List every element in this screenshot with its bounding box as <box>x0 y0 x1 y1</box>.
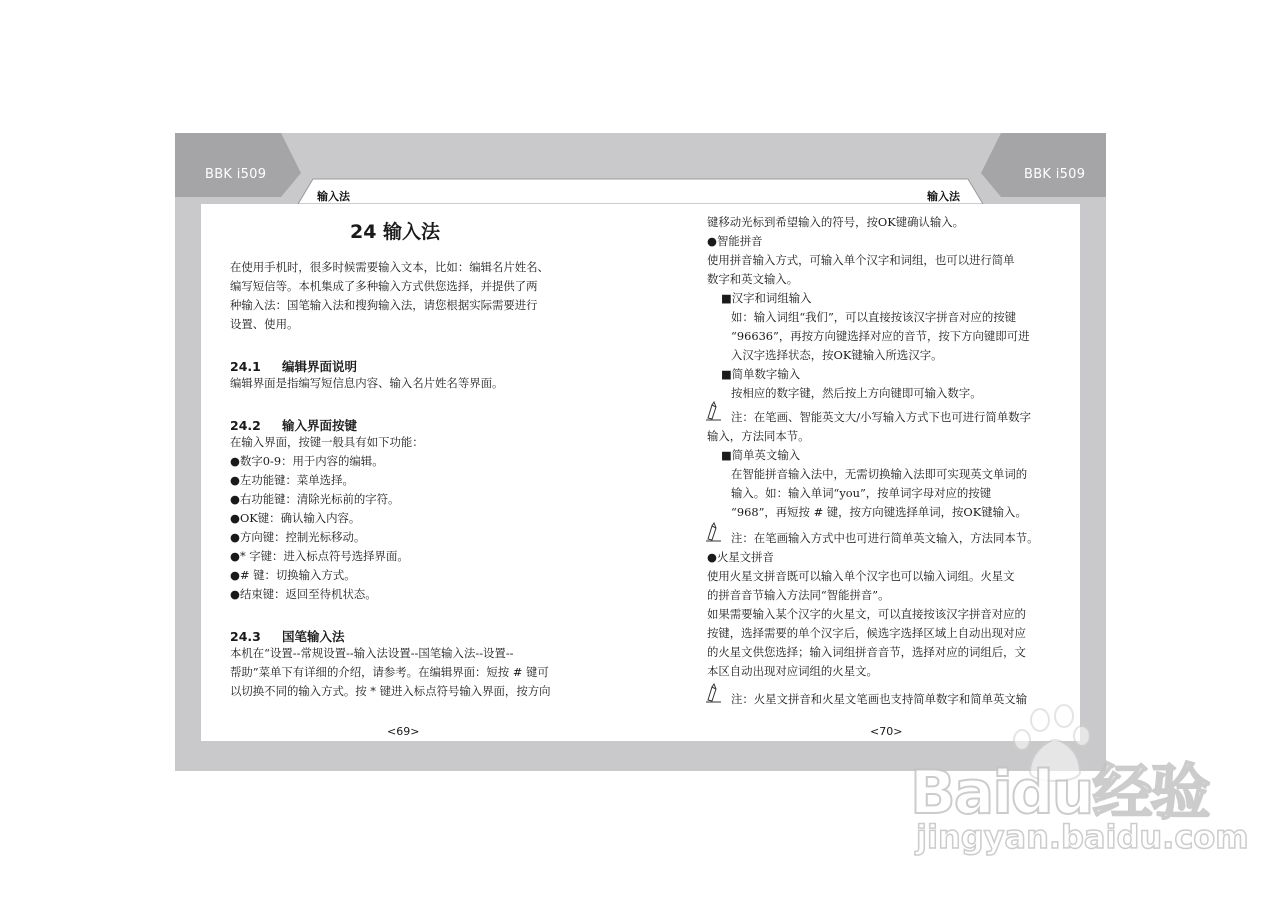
note-line: 注：在笔画输入方式中也可进行简单英文输入，方法同本节。 <box>731 531 1039 545</box>
bullet-heading: ●火星文拼音 <box>707 550 774 564</box>
section-heading-24-3 <box>230 627 345 645</box>
key-function-item: ●右功能键：清除光标前的字符。 <box>230 492 400 506</box>
body-line: 如：输入词组“我们”，可以直接按该汉字拼音对应的按键 <box>731 310 1017 324</box>
sub-heading: ■简单英文输入 <box>721 448 801 462</box>
section-body-line: 以切换不同的输入方式。按 * 键进入标点符号输入界面，按方向 <box>230 684 551 698</box>
key-function-item: ●方向键：控制光标移动。 <box>230 530 366 544</box>
intro-line: 编写短信等。本机集成了多种输入方式供您选择，并提供了两 <box>230 279 538 293</box>
body-line: 如果需要输入某个汉字的火星文，可以直接按该汉字拼音对应的 <box>707 607 1026 621</box>
section-tag-left: 输入法 <box>317 190 350 203</box>
body-line: 入汉字选择状态，按OK键输入所选汉字。 <box>731 348 943 362</box>
section-lead: 在输入界面，按键一般具有如下功能： <box>230 435 424 449</box>
section-heading-24-1 <box>230 357 357 375</box>
page-number-left: <69> <box>387 725 420 738</box>
sub-heading: ■汉字和词组输入 <box>721 291 812 305</box>
key-function-item: ●左功能键：菜单选择。 <box>230 473 354 487</box>
key-function-item: ●结束键：返回至待机状态。 <box>230 587 377 601</box>
section-heading-24-2 <box>230 416 357 434</box>
body-line: 的火星文供您选择；输入词组拼音音节，选择对应的词组后，文 <box>707 645 1026 659</box>
body-line: 本区自动出现对应词组的火星文。 <box>707 664 878 678</box>
section-tag-right: 输入法 <box>927 190 960 203</box>
right-header-tab <box>981 133 1106 197</box>
intro-line: 设置、使用。 <box>230 317 299 331</box>
header-ribbon <box>298 179 983 204</box>
intro-line: 在使用手机时，很多时候需要输入文本，比如：编辑名片姓名、 <box>230 260 549 274</box>
page-number-right: <70> <box>870 725 903 738</box>
note-line: 注：在笔画、智能英文大/小写输入方式下也可进行简单数字 <box>731 410 1031 424</box>
document-spread <box>175 133 1106 771</box>
body-line: 键移动光标到希望输入的符号，按OK键确认输入。 <box>707 215 965 229</box>
note-pencil-icon <box>705 522 723 542</box>
section-number: 24.3 <box>230 629 261 644</box>
body-line: 的拼音音节输入方法同“智能拼音”。 <box>707 588 890 602</box>
intro-line: 种输入法：国笔输入法和搜狗输入法，请您根据实际需要进行 <box>230 298 538 312</box>
bullet-heading: ●智能拼音 <box>707 234 763 248</box>
body-line: 输入。如：输入单词“you”，按单词字母对应的按键 <box>731 486 992 500</box>
section-body-line: 本机在“设置--常规设置--输入法设置--国笔输入法--设置-- <box>230 646 514 660</box>
section-title: 国笔输入法 <box>282 629 345 644</box>
section-number: 24.2 <box>230 418 261 433</box>
body-line: 按键，选择需要的单个汉字后，候选字选择区域上自动出现对应 <box>707 626 1026 640</box>
note-pencil-icon <box>705 401 723 421</box>
key-function-item: ●OK键：确认输入内容。 <box>230 511 361 525</box>
section-body: 编辑界面是指编写短信息内容、输入名片姓名等界面。 <box>230 376 504 390</box>
section-title: 输入界面按键 <box>282 418 358 433</box>
body-line: “96636”，再按方向键选择对应的音节，按下方向键即可进 <box>731 329 1030 343</box>
body-line: 使用火星文拼音既可以输入单个汉字也可以输入词组。火星文 <box>707 569 1015 583</box>
body-line: “968”，再短按 # 键，按方向键选择单词，按OK键输入。 <box>731 505 1027 519</box>
sub-heading: ■简单数字输入 <box>721 367 801 381</box>
brand-right: BBK i509 <box>1024 167 1086 182</box>
note-pencil-icon <box>705 683 723 703</box>
section-body-line: 帮助”菜单下有详细的介绍，请参考。在编辑界面：短按 # 键可 <box>230 665 549 679</box>
body-line: 在智能拼音输入法中，无需切换输入法即可实现英文单词的 <box>731 467 1028 481</box>
note-line: 注：火星文拼音和火星文笔画也支持简单数字和简单英文输 <box>731 692 1028 706</box>
body-line: 数字和英文输入。 <box>707 272 799 286</box>
watermark-url: jingyan.baidu.com <box>916 818 1249 856</box>
section-title: 编辑界面说明 <box>282 359 358 374</box>
key-function-item: ●数字0-9：用于内容的编辑。 <box>230 454 384 468</box>
left-header-tab <box>175 133 301 197</box>
body-line: 按相应的数字键，然后按上方向键即可输入数字。 <box>731 386 982 400</box>
key-function-item: ●* 字键：进入标点符号选择界面。 <box>230 549 409 563</box>
brand-left: BBK i509 <box>205 167 267 182</box>
watermark-brand: Baidu经验 <box>910 758 1209 828</box>
body-line: 使用拼音输入方式，可输入单个汉字和词组，也可以进行简单 <box>707 253 1015 267</box>
key-function-item: ●# 键：切换输入方式。 <box>230 568 356 582</box>
note-line: 输入，方法同本节。 <box>707 429 810 443</box>
chapter-title: 24 输入法 <box>350 221 441 243</box>
section-number: 24.1 <box>230 359 261 374</box>
